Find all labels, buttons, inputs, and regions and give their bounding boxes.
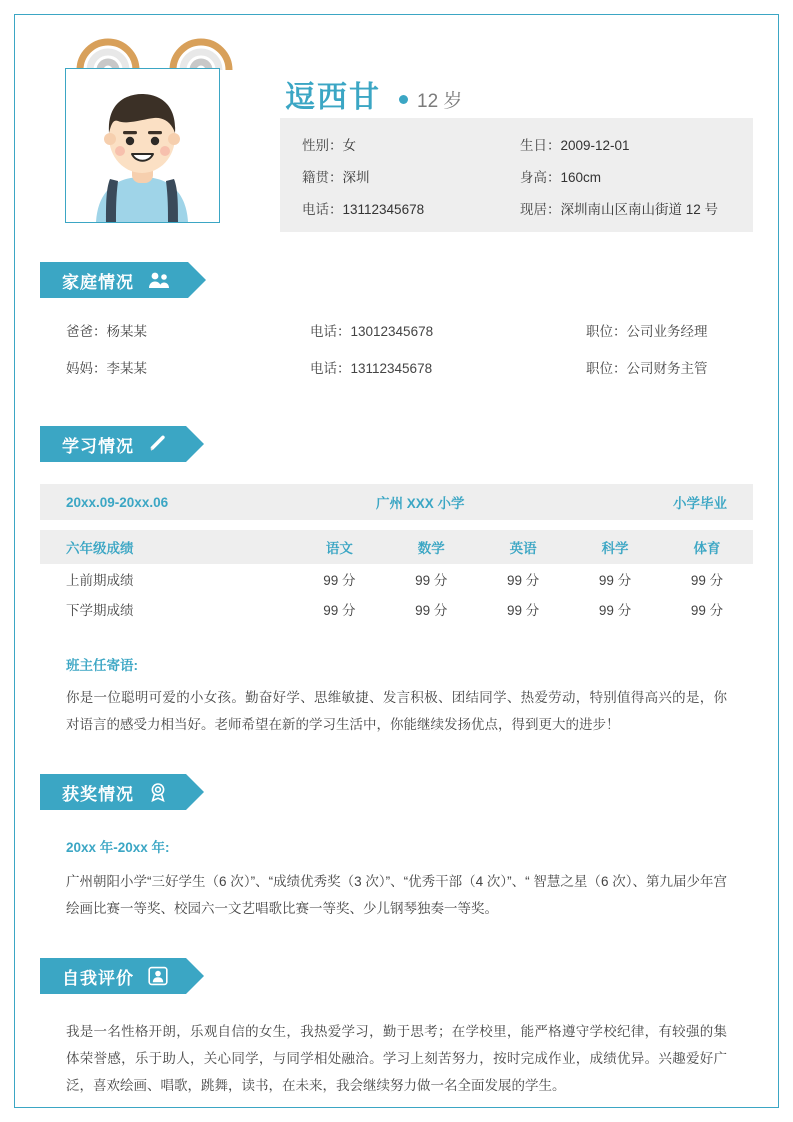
- score-cell: 99 分: [690, 573, 724, 588]
- info-birthday: 生日：2009-12-01: [520, 138, 630, 153]
- score-cell: 99 分: [507, 603, 540, 618]
- study-title: 学习情况: [62, 436, 134, 456]
- age-group: [399, 86, 462, 113]
- grade-header-row: [40, 530, 753, 564]
- info-phone: 电话：13112345678: [302, 202, 425, 217]
- info-address: 现居：深圳南山区南山街道 12 号: [520, 202, 719, 217]
- person-badge-icon: [148, 966, 168, 986]
- family-banner: [40, 262, 753, 298]
- grade-col-chinese: 语文: [293, 530, 385, 564]
- score-cell: 99 分: [598, 603, 632, 618]
- section-study: [40, 426, 753, 738]
- family-row: [66, 320, 753, 340]
- self-content: 我是一名性格开朗，乐观自信的女生，我热爱学习，勤于思考；在学校里，能严格遵守学校纪律，有较强的集体荣誉感，乐于助人，关心同学，与同学相处融洽。学习上刻苦努力，按时完成作业，成绩优异。兴趣爱好广泛，喜欢绘画、唱歌，跳舞，读书，在未来，我会继续努力做一名全面发展的学生。: [66, 1024, 727, 1093]
- people-icon: [148, 271, 170, 289]
- family-job: 职位：公司业务经理: [586, 324, 708, 339]
- rainbow-decoration-icon: [68, 30, 268, 70]
- school-status: 小学毕业: [673, 496, 727, 511]
- grade-col-english: 英语: [477, 530, 569, 564]
- score-cell: 99 分: [323, 573, 356, 588]
- study-banner: [40, 426, 753, 462]
- section-award: [40, 774, 753, 922]
- grade-table: [40, 530, 753, 624]
- info-hometown: 籍贯：深圳: [302, 170, 370, 185]
- grade-col-label: 六年级成绩: [40, 530, 293, 564]
- teacher-comment-title: 班主任寄语:: [66, 658, 138, 673]
- basic-info-panel: [280, 118, 753, 232]
- award-banner: [40, 774, 753, 810]
- award-years: 20xx 年-20xx 年:: [66, 840, 170, 855]
- name-row: [285, 72, 462, 116]
- bullet-dot-icon: [399, 95, 408, 104]
- school-name: 广州 XXX 小学: [376, 496, 465, 511]
- grade-col-science: 科学: [569, 530, 661, 564]
- table-row: [40, 594, 753, 624]
- section-family: [40, 262, 753, 377]
- avatar: [66, 69, 219, 222]
- award-content: 广州朝阳小学“三好学生（6 次）”、“成绩优秀奖（3 次）”、“优秀干部（4 次）”、“ 智慧之星（6 次）、第九届少年宫绘画比赛一等奖、校园六一文艺唱歌比赛一等奖、少儿钢琴独奏一等奖。: [66, 874, 727, 916]
- teacher-comment-text: 你是一位聪明可爱的小女孩。勤奋好学、思维敏捷、发言积极、团结同学、热爱劳动，特别值得高兴的是，你对语言的感受力相当好。老师希望在新的学习生活中，你能继续发扬优点，得到更大的进步！: [66, 690, 727, 732]
- banner-arrow: [186, 958, 204, 994]
- pencil-icon: [148, 434, 168, 454]
- table-row: [40, 564, 753, 594]
- row-label: 上前期成绩: [66, 573, 134, 588]
- section-self-evaluation: [40, 958, 753, 1099]
- score-cell: 99 分: [507, 573, 540, 588]
- family-phone: 电话：13012345678: [310, 324, 434, 339]
- score-cell: 99 分: [415, 573, 448, 588]
- school-summary: [40, 484, 753, 738]
- family-phone: 电话：13112345678: [310, 361, 433, 376]
- family-title: 家庭情况: [62, 272, 134, 292]
- score-cell: 99 分: [415, 603, 448, 618]
- family-row: [66, 357, 753, 377]
- medal-icon: [148, 782, 168, 802]
- family-rows: [66, 320, 753, 377]
- row-label: 下学期成绩: [66, 603, 134, 618]
- banner-arrow: [186, 426, 204, 462]
- grade-col-math: 数学: [385, 530, 477, 564]
- person-age: 12 岁: [417, 91, 463, 112]
- score-cell: 99 分: [690, 603, 724, 618]
- info-gender: 性别：女: [302, 138, 356, 153]
- family-relation: 妈妈：李某某: [66, 361, 147, 376]
- school-period: 20xx.09-20xx.06: [66, 494, 169, 510]
- self-title: 自我评价: [62, 968, 134, 988]
- banner-arrow: [188, 262, 206, 298]
- family-relation: 爸爸：杨某某: [66, 324, 147, 339]
- photo-frame: [65, 68, 220, 223]
- banner-arrow: [186, 774, 204, 810]
- score-cell: 99 分: [323, 603, 356, 618]
- grade-col-pe: 体育: [661, 530, 753, 564]
- award-title: 获奖情况: [62, 784, 134, 804]
- family-job: 职位：公司财务主管: [586, 361, 708, 376]
- person-name: 逗西甘: [285, 81, 381, 114]
- info-height: 身高：160cm: [520, 170, 602, 185]
- score-cell: 99 分: [598, 573, 632, 588]
- header: [40, 30, 753, 230]
- self-banner: [40, 958, 753, 994]
